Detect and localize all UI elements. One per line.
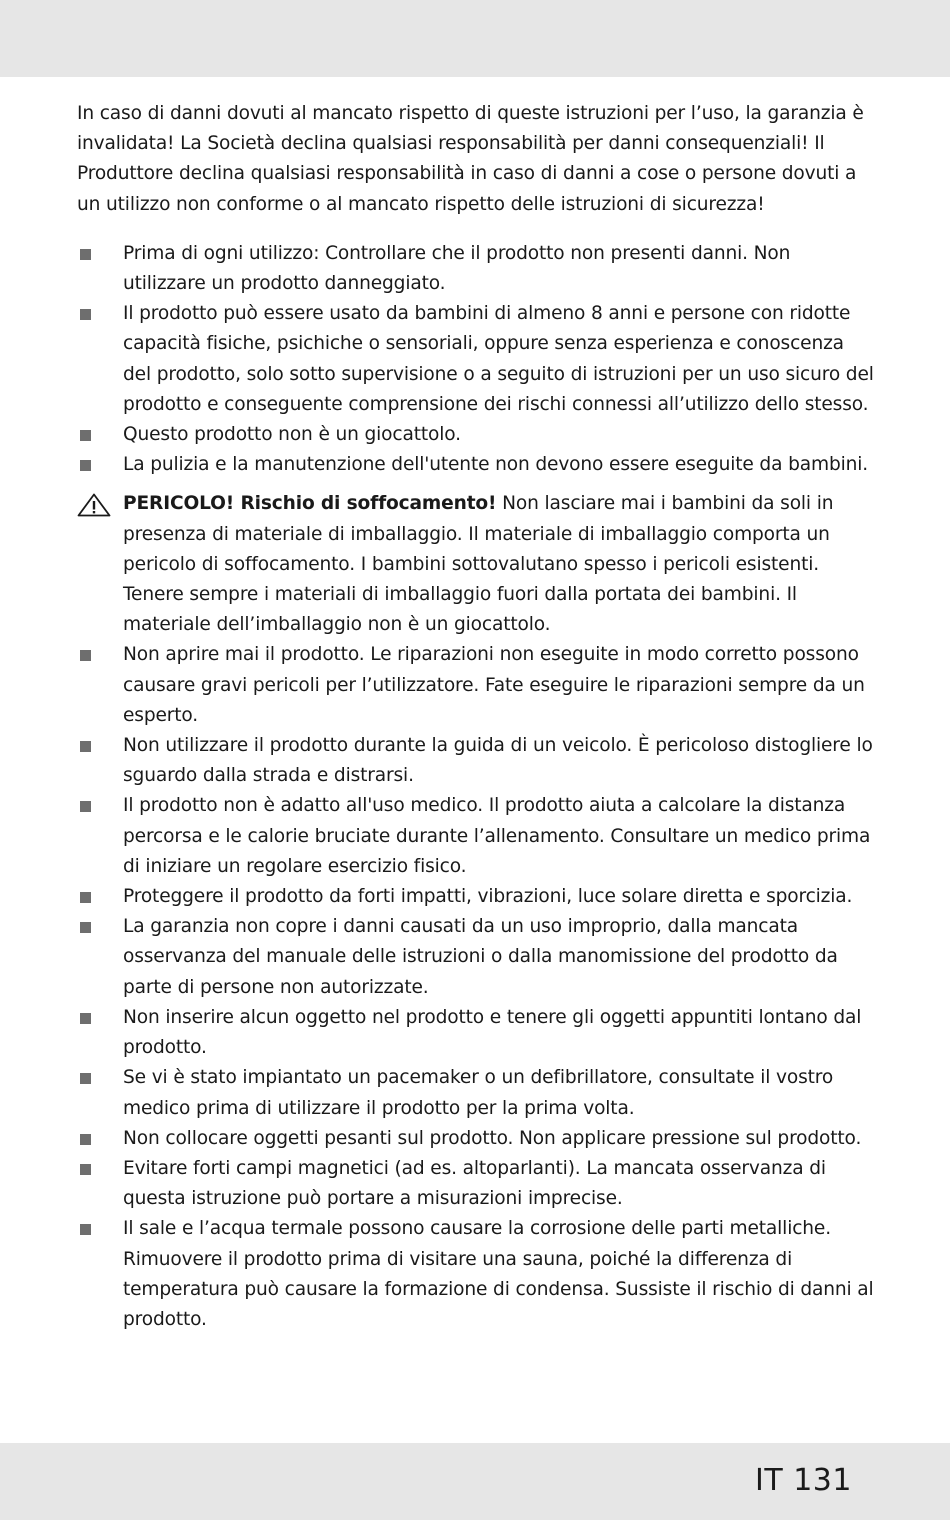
list-item-text: Non collocare oggetti pesanti sul prodotto. Non applicare pressione sul prodotto. xyxy=(123,1127,862,1149)
bullet-square-icon xyxy=(80,460,91,471)
list-item-text: Se vi è stato impiantato un pacemaker o un defibrillatore, consultate il vostro medico prima di utilizzare il prodotto per la prima volta. xyxy=(123,1067,834,1119)
warning-text: Non lasciare mai i bambini da soli in presenza di materiale di imballaggio. Il materiale di imballaggio comporta un pericolo di soffocamento. I bambini sottovalutano spesso i pericoli esistenti. Tenere sempre i materiali di imballaggio fuori dalla portata dei bambini. Il materiale dell’imballaggio non è un giocattolo. xyxy=(123,493,834,636)
bullet-square-icon xyxy=(80,1164,91,1175)
list-item-text: Il prodotto può essere usato da bambini di almeno 8 anni e persone con ridotte capacità fisiche, psichiche o sensoriali, oppure senza esperienza e conoscenza del prodotto, solo sotto supervisione o a seguito di istruzioni per un uso sicuro del prodotto e conseguente comprensione dei rischi connessi all’utilizzo dello stesso. xyxy=(123,303,874,415)
safety-list-after-warning xyxy=(77,640,877,1335)
list-item xyxy=(77,1003,877,1063)
list-item xyxy=(77,640,877,731)
list-item-text: La pulizia e la manutenzione dell'utente non devono essere eseguite da bambini. xyxy=(123,454,869,476)
list-item xyxy=(77,791,877,882)
list-item-text: Non utilizzare il prodotto durante la guida di un veicolo. È pericoloso distogliere lo sguardo dalla strada e distrarsi. xyxy=(123,735,873,787)
bullet-square-icon xyxy=(80,650,91,661)
bullet-square-icon xyxy=(80,1224,91,1235)
safety-list-before-warning xyxy=(77,239,877,481)
bullet-square-icon xyxy=(80,741,91,752)
list-item-text: Proteggere il prodotto da forti impatti, vibrazioni, luce solare diretta e sporcizia. xyxy=(123,886,853,908)
bullet-square-icon xyxy=(80,1013,91,1024)
list-item-text: Il prodotto non è adatto all'uso medico. Il prodotto aiuta a calcolare la distanza percorsa e le calorie bruciate durante l’allenamento. Consultare un medico prima di iniziare un regolare esercizio fisico. xyxy=(123,795,871,877)
warning-triangle-icon xyxy=(77,493,111,517)
list-item xyxy=(77,912,877,1003)
list-item xyxy=(77,420,877,450)
list-item xyxy=(77,1214,877,1335)
list-item-text: Questo prodotto non è un giocattolo. xyxy=(123,424,461,446)
warning-title: PERICOLO! Rischio di soffocamento! xyxy=(123,493,497,515)
list-item xyxy=(77,1154,877,1214)
list-item xyxy=(77,299,877,420)
list-item xyxy=(77,239,877,299)
list-item xyxy=(77,731,877,791)
bullet-square-icon xyxy=(80,430,91,441)
page-number: IT 131 xyxy=(755,1463,852,1498)
page-content xyxy=(77,99,877,1335)
bullet-square-icon xyxy=(80,922,91,933)
page-header-band xyxy=(0,0,950,77)
bullet-square-icon xyxy=(80,249,91,260)
bullet-square-icon xyxy=(80,1134,91,1145)
list-item xyxy=(77,882,877,912)
list-item-text: La garanzia non copre i danni causati da un uso improprio, dalla mancata osservanza del manuale delle istruzioni o dalla manomissione del prodotto da parte di persone non autorizzate. xyxy=(123,916,838,998)
list-item-text: Non aprire mai il prodotto. Le riparazioni non eseguite in modo corretto possono causare gravi pericoli per l’utilizzatore. Fate eseguire le riparazioni sempre da un esperto. xyxy=(123,644,865,726)
list-item-text: Il sale e l’acqua termale possono causare la corrosione delle parti metalliche. Rimuovere il prodotto prima di visitare una sauna, poiché la differenza di temperatura può causare la formazione di condensa. Sussiste il rischio di danni al prodotto. xyxy=(123,1218,874,1330)
list-item xyxy=(77,1124,877,1154)
intro-paragraph: In caso di danni dovuti al mancato rispetto di queste istruzioni per l’uso, la garanzia è invalidata! La Società declina qualsiasi responsabilità per danni consequenziali! Il Produttore declina qualsiasi responsabilità in caso di danni a cose o persone dovuti a un utilizzo non conforme o al mancato rispetto delle istruzioni di sicurezza! xyxy=(77,103,864,215)
list-item xyxy=(77,1063,877,1123)
bullet-square-icon xyxy=(80,801,91,812)
bullet-square-icon xyxy=(80,1073,91,1084)
list-item xyxy=(77,450,877,480)
bullet-square-icon xyxy=(80,892,91,903)
warning-block xyxy=(77,489,877,640)
bullet-square-icon xyxy=(80,309,91,320)
list-item-text: Non inserire alcun oggetto nel prodotto e tenere gli oggetti appuntiti lontano dal prodotto. xyxy=(123,1006,862,1059)
list-item-text: Prima di ogni utilizzo: Controllare che il prodotto non presenti danni. Non utilizzare un prodotto danneggiato. xyxy=(123,242,791,295)
list-item-text: Evitare forti campi magnetici (ad es. altoparlanti). La mancata osservanza di questa istruzione può portare a misurazioni imprecise. xyxy=(123,1157,826,1210)
